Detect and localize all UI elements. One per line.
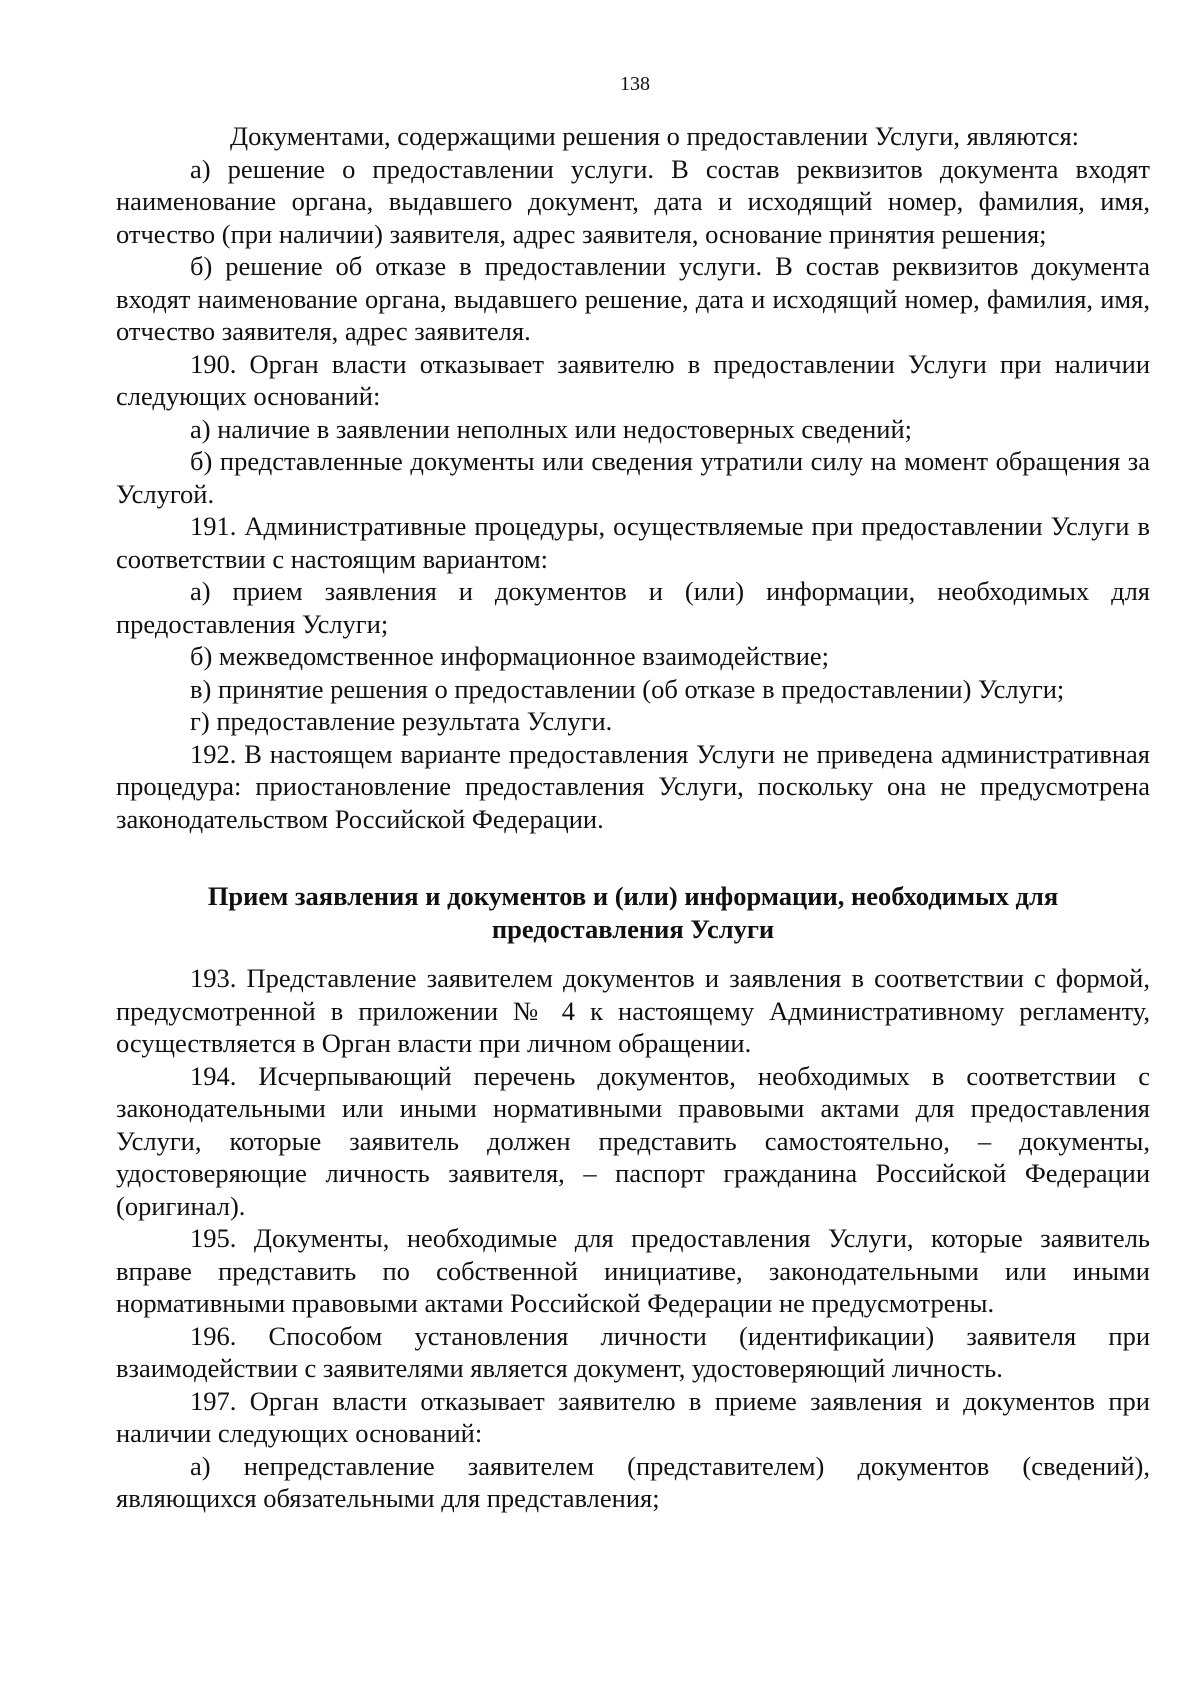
paragraph-190-a: а) наличие в заявлении неполных или недостоверных сведений; [190, 413, 913, 444]
paragraph-195: 195. Документы, необходимые для предоставления Услуги, которые заявитель вправе представить по собственной инициативе, законодательными или иными нормативными правовыми актами Российской Федерации не предусмотрены. [116, 1223, 1150, 1318]
paragraphs-top [116, 120, 1150, 835]
paragraph-191: 191. Административные процедуры, осуществляемые при предоставлении Услуги в соответствии с настоящим вариантом: [116, 511, 1150, 574]
paragraph-197: 197. Орган власти отказывает заявителю в приеме заявления и документов при наличии следующих оснований: [116, 1385, 1150, 1448]
paragraph-item-b: б) решение об отказе в предоставлении услуги. В состав реквизитов документа входят наименование органа, выдавшего решение, дата и исходящий номер, фамилия, имя, отчество заявителя, адрес заявителя. [116, 251, 1150, 346]
paragraph-194: 194. Исчерпывающий перечень документов, необходимых в соответствии с законодательными или иными нормативными правовыми актами для предоставления Услуги, которые заявитель должен представить самостоятельно, – документы, удостоверяющие личность заявителя, – паспорт гражданина Российской Федерации (оригинал). [116, 1060, 1150, 1221]
paragraph-190-b: б) представленные документы или сведения утратили силу на момент обращения за Услугой. [116, 446, 1150, 509]
paragraph-192: 192. В настоящем варианте предоставления Услуги не приведена административная процедура: приостановление предоставления Услуги, поскольку она не предусмотрена законодательством Российской Федерации. [116, 738, 1150, 834]
paragraph-191-a: а) прием заявления и документов и (или) информации, необходимых для предоставления Услуги; [116, 576, 1150, 639]
paragraphs-bottom [116, 962, 1150, 1515]
paragraph-193: 193. Представление заявителем документов и заявления в соответствии с формой, предусмотренной в приложении № 4 к настоящему Административному регламенту, осуществляется в Орган власти при личном обращении. [116, 963, 1150, 1058]
paragraph-item-a: а) решение о предоставлении услуги. В состав реквизитов документа входят наименование органа, выдавшего документ, дата и исходящий номер, фамилия, имя, отчество (при наличии) заявителя, адрес заявителя, основание принятия решения; [116, 153, 1150, 249]
paragraph-197-a: а) непредставление заявителем (представителем) документов (сведений), являющихся обязательными для представления; [116, 1450, 1150, 1513]
section-heading: Прием заявления и документов и (или) информации, необходимых для предоставления Услуги [207, 881, 1059, 944]
paragraph-190: 190. Орган власти отказывает заявителю в предоставлении Услуги при наличии следующих оснований: [116, 348, 1150, 411]
paragraph-191-c: в) принятие решения о предоставлении (об отказе в предоставлении) Услуги; [190, 673, 1065, 704]
paragraph-intro: Документами, содержащими решения о предоставлении Услуги, являются: [230, 121, 1080, 151]
page-number: 138 [620, 73, 650, 95]
paragraph-191-b: б) межведомственное информационное взаимодействие; [190, 641, 830, 671]
paragraph-191-d: г) предоставление результата Услуги. [190, 706, 613, 736]
paragraph-196: 196. Способом установления личности (идентификации) заявителя при взаимодействии с заявителями является документ, удостоверяющий личность. [116, 1320, 1150, 1383]
